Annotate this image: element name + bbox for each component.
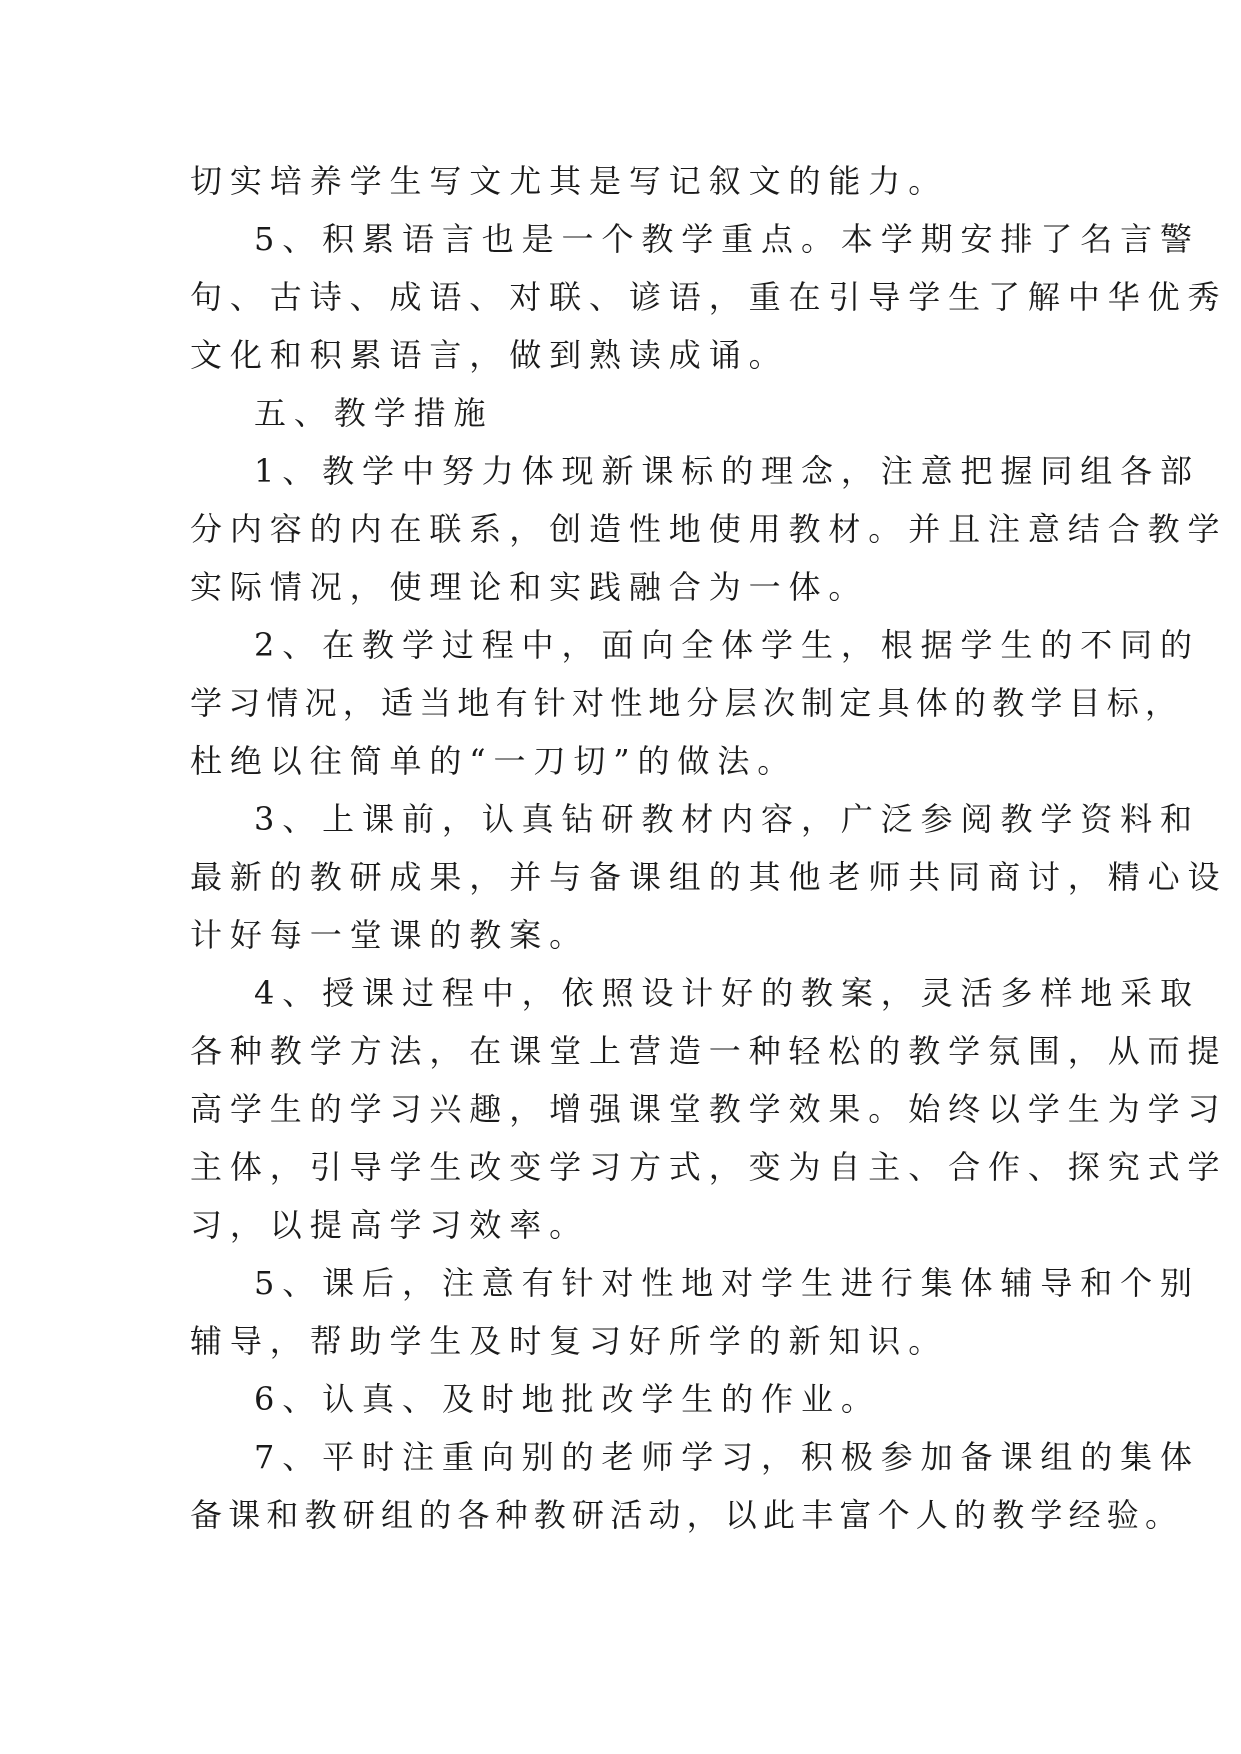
paragraph-line: 6、认真、及时地批改学生的作业。	[254, 1380, 881, 1418]
paragraph-line: 实际情况，使理论和实践融合为一体。	[190, 568, 869, 606]
paragraph-line: 5、课后，注意有针对性地对学生进行集体辅导和个别	[254, 1264, 1200, 1302]
paragraph-line: 7、平时注重向别的老师学习，积极参加备课组的集体	[254, 1438, 1200, 1476]
section-heading: 五、教学措施	[254, 394, 494, 432]
paragraph-line: 句、古诗、成语、对联、谚语，重在引导学生了解中华优秀	[190, 278, 1228, 316]
paragraph-line: 最新的教研成果，并与备课组的其他老师共同商讨，精心设	[190, 858, 1228, 896]
paragraph-line: 高学生的学习兴趣，增强课堂教学效果。始终以学生为学习	[190, 1090, 1228, 1128]
paragraph-line: 主体，引导学生改变学习方式，变为自主、合作、探究式学	[190, 1148, 1228, 1186]
paragraph-line: 4、授课过程中，依照设计好的教案，灵活多样地采取	[254, 974, 1200, 1012]
paragraph-line: 5、积累语言也是一个教学重点。本学期安排了名言警	[254, 220, 1200, 258]
paragraph-line: 辅导，帮助学生及时复习好所学的新知识。	[190, 1322, 949, 1360]
paragraph-line: 文化和积累语言，做到熟读成诵。	[190, 336, 789, 374]
paragraph-line: 1、教学中努力体现新课标的理念，注意把握同组各部	[254, 452, 1200, 490]
paragraph-line: 学习情况，适当地有针对性地分层次制定具体的教学目标，	[190, 684, 1184, 722]
paragraph-line: 2、在教学过程中，面向全体学生，根据学生的不同的	[254, 626, 1200, 664]
paragraph-line: 分内容的内在联系，创造性地使用教材。并且注意结合教学	[190, 510, 1228, 548]
paragraph-line: 3、上课前，认真钻研教材内容，广泛参阅教学资料和	[254, 800, 1200, 838]
paragraph-line: 各种教学方法，在课堂上营造一种轻松的教学氛围，从而提	[190, 1032, 1228, 1070]
paragraph-line: 备课和教研组的各种教研活动，以此丰富个人的教学经验。	[190, 1496, 1184, 1534]
paragraph-line: 杜绝以往简单的“一刀切”的做法。	[190, 742, 798, 780]
paragraph-line: 计好每一堂课的教案。	[190, 916, 590, 954]
paragraph-line: 切实培养学生写文尤其是写记叙文的能力。	[190, 162, 949, 200]
paragraph-line: 习，以提高学习效率。	[190, 1206, 590, 1244]
